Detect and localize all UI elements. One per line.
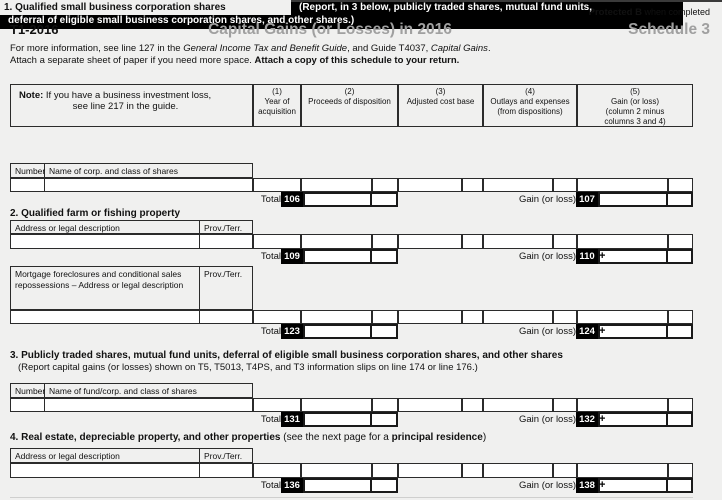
s2-total-row: [10, 249, 693, 264]
s1-acb-cents-cell[interactable]: [462, 178, 483, 192]
s3-header-name: Name of fund/corp. and class of shares: [45, 383, 253, 398]
s4-amount-row: [253, 463, 693, 478]
s2-total-label: Total: [260, 251, 281, 262]
note-line-1: [19, 90, 252, 101]
s1-year-cell[interactable]: [253, 178, 301, 192]
s3-header-number: Number: [10, 383, 45, 398]
s2-gain-cents-cell[interactable]: [668, 234, 693, 249]
col-header-proceeds: (2) Proceeds of disposition: [301, 84, 398, 127]
intro-attach-bold: Attach a copy of this schedule to your return.: [254, 55, 460, 66]
s1-gain-total-cents-cell[interactable]: [668, 192, 693, 207]
s2b-line-124-box: 124: [576, 324, 598, 339]
s4-title-end: ): [482, 432, 487, 443]
s4-proceeds-cents-cell[interactable]: [372, 463, 398, 478]
s1-gain-total-dollars-cell[interactable]: [598, 192, 668, 207]
section1-banner-text-1: (Report, in 3 below, publicly traded shares, mutual fund units,: [299, 2, 592, 13]
s2b-line-123-box: 123: [281, 324, 303, 339]
s2b-header-prov: Prov./Terr.: [200, 266, 253, 310]
col-header-year: (1) Year of acquisition: [253, 84, 301, 127]
s3-total-row: [10, 412, 693, 427]
s3-proceeds-dollars-cell[interactable]: [301, 398, 372, 412]
s2b-outlays-cents-cell[interactable]: [553, 310, 577, 324]
s2-acb-dollars-cell[interactable]: [398, 234, 462, 249]
protected-b-bold: Protected B: [588, 7, 642, 18]
intro-1c: , and Guide T4037,: [347, 43, 431, 54]
intro-1e: .: [487, 43, 491, 54]
s2-outlays-cents-cell[interactable]: [553, 234, 577, 249]
s2-line-109-box: 109: [281, 249, 303, 264]
s2b-outlays-dollars-cell[interactable]: [483, 310, 553, 324]
s1-outlays-dollars-cell[interactable]: [483, 178, 553, 192]
s2b-total-label: Total: [260, 326, 281, 337]
s2-proceeds-cents-cell[interactable]: [372, 234, 398, 249]
s1-line-106-box: 106: [281, 192, 303, 207]
s3-gain-cents-cell[interactable]: [668, 398, 693, 412]
intro-guide-title: General Income Tax and Benefit Guide: [183, 43, 348, 54]
s2b-amount-row: [253, 310, 693, 324]
s4-header-prov: Prov./Terr.: [200, 448, 253, 463]
s1-total-label: Total: [260, 194, 281, 205]
s2-line-110-box: 110: [576, 249, 598, 264]
s3-acb-dollars-cell[interactable]: [398, 398, 462, 412]
s1-proceeds-dollars-cell[interactable]: [301, 178, 372, 192]
intro-line-2: [10, 55, 459, 66]
s3-number-cell[interactable]: [10, 398, 45, 412]
s2b-gain-label: Gain (or loss): [518, 326, 576, 337]
s2-address-cell[interactable]: [10, 234, 200, 249]
s3-outlays-dollars-cell[interactable]: [483, 398, 553, 412]
form-code: T1-2016: [10, 22, 59, 37]
s4-gain-total-cents-cell[interactable]: [668, 478, 693, 493]
s1-acb-dollars-cell[interactable]: [398, 178, 462, 192]
s4-address-cell[interactable]: [10, 463, 200, 478]
col-header-gain: (5) Gain (or loss) (column 2 minus columns 3 and 4): [577, 84, 693, 127]
s2-header-prov: Prov./Terr.: [200, 220, 253, 234]
s4-header-address: Address or legal description: [10, 448, 200, 463]
s3-amount-row: [253, 398, 693, 412]
s2b-address-cell[interactable]: [10, 310, 200, 324]
s2-outlays-dollars-cell[interactable]: [483, 234, 553, 249]
col-header-outlays: (4) Outlays and expenses (from dispositions): [483, 84, 577, 127]
intro-2a: Attach a separate sheet of paper if you need more space.: [10, 55, 255, 66]
s1-gain-dollars-cell[interactable]: [577, 178, 668, 192]
s3-acb-cents-cell[interactable]: [462, 398, 483, 412]
next-section-edge: [10, 497, 693, 498]
s2-gain-total-cents-cell[interactable]: [668, 249, 693, 264]
s3-total-dollars-cell[interactable]: [303, 412, 372, 427]
s4-acb-cents-cell[interactable]: [462, 463, 483, 478]
s3-plus-sign: +: [599, 413, 606, 425]
intro-guide-title-2: Capital Gains: [430, 43, 488, 54]
note-text-2: see line 217 in the guide.: [72, 101, 179, 112]
s3-name-cell[interactable]: [45, 398, 253, 412]
s2b-gain-dollars-cell[interactable]: [577, 310, 668, 324]
s4-title-principal-residence: principal residence: [391, 432, 483, 443]
s1-gain-cents-cell[interactable]: [668, 178, 693, 192]
s4-prov-cell[interactable]: [200, 463, 253, 478]
note-text-1: If you have a business investment loss,: [43, 90, 212, 101]
s1-outlays-cents-cell[interactable]: [553, 178, 577, 192]
s2b-header-address: Mortgage foreclosures and conditional sales repossessions – Address or legal description: [10, 266, 200, 310]
s2-year-cell[interactable]: [253, 234, 301, 249]
s3-line-131-box: 131: [281, 412, 303, 427]
s4-title-mid: (see the next page for a: [280, 432, 392, 443]
s2b-total-dollars-cell[interactable]: [303, 324, 372, 339]
s1-name-cell[interactable]: [45, 178, 253, 192]
s4-line-138-box: 138: [576, 478, 598, 493]
s2-gain-dollars-cell[interactable]: [577, 234, 668, 249]
s1-line-107-box: 107: [576, 192, 598, 207]
s4-title-bold: 4. Real estate, depreciable property, and other properties: [10, 432, 281, 443]
s4-total-row: [10, 478, 693, 493]
section4-title: [10, 432, 486, 443]
s1-total-row: [10, 192, 693, 207]
s2b-year-cell[interactable]: [253, 310, 301, 324]
s2b-gain-cents-cell[interactable]: [668, 310, 693, 324]
s1-header-number: Number: [10, 163, 45, 178]
s2-plus-sign: +: [599, 250, 606, 262]
s3-gain-dollars-cell[interactable]: [577, 398, 668, 412]
s3-total-label: Total: [260, 414, 281, 425]
s1-amount-row: [253, 178, 693, 192]
s3-proceeds-cents-cell[interactable]: [372, 398, 398, 412]
s4-total-label: Total: [260, 480, 281, 491]
s4-acb-dollars-cell[interactable]: [398, 463, 462, 478]
s2-gain-label: Gain (or loss): [518, 251, 576, 262]
s3-gain-total-cents-cell[interactable]: [668, 412, 693, 427]
section1-banner-text-2: deferral of eligible small business corporation shares, and other shares.): [8, 15, 355, 26]
protected-b-label: [589, 7, 710, 18]
s4-year-cell[interactable]: [253, 463, 301, 478]
s2-amount-row: [253, 234, 693, 249]
s2b-plus-sign: +: [599, 325, 606, 337]
schedule-number: Schedule 3: [628, 21, 710, 38]
note-box: [10, 84, 253, 127]
intro-1a: For more information, see line 127 in the: [10, 43, 184, 54]
s2b-prov-cell[interactable]: [200, 310, 253, 324]
s2b-acb-dollars-cell[interactable]: [398, 310, 462, 324]
s2b-acb-cents-cell[interactable]: [462, 310, 483, 324]
section3-title: 3. Publicly traded shares, mutual fund units, deferral of eligible small business corporation shares, and other shares: [10, 350, 563, 361]
s2-header-address: Address or legal description: [10, 220, 200, 234]
section3-subtitle: (Report capital gains (or losses) shown on T5, T5013, T4PS, and T3 information slips on line 174 or line 176.): [18, 362, 478, 373]
s4-gain-cents-cell[interactable]: [668, 463, 693, 478]
s4-plus-sign: +: [599, 479, 606, 491]
s2-prov-cell[interactable]: [200, 234, 253, 249]
intro-line-1: [10, 43, 491, 54]
section1-title: 1. Qualified small business corporation shares: [0, 0, 291, 15]
section2-title: 2. Qualified farm or fishing property: [10, 208, 181, 219]
s3-gain-label: Gain (or loss): [518, 414, 576, 425]
note-label: Note:: [19, 90, 44, 101]
s4-outlays-cents-cell[interactable]: [553, 463, 577, 478]
s4-line-136-box: 136: [281, 478, 303, 493]
page-title: Capital Gains (or Losses) in 2016: [208, 21, 452, 38]
s4-outlays-dollars-cell[interactable]: [483, 463, 553, 478]
s4-gain-dollars-cell[interactable]: [577, 463, 668, 478]
s2b-gain-total-cents-cell[interactable]: [668, 324, 693, 339]
s4-proceeds-dollars-cell[interactable]: [301, 463, 372, 478]
s2b-total-row: [10, 324, 693, 339]
s4-gain-label: Gain (or loss): [518, 480, 576, 491]
s1-proceeds-cents-cell[interactable]: [372, 178, 398, 192]
s3-year-cell[interactable]: [253, 398, 301, 412]
s1-number-cell[interactable]: [10, 178, 45, 192]
s1-gain-label: Gain (or loss): [518, 194, 576, 205]
s1-total-dollars-cell[interactable]: [303, 192, 372, 207]
protected-b-rest: when completed: [641, 7, 710, 17]
s3-line-132-box: 132: [576, 412, 598, 427]
s1-header-name: Name of corp. and class of shares: [45, 163, 253, 178]
col-header-acb: (3) Adjusted cost base: [398, 84, 483, 127]
s3-outlays-cents-cell[interactable]: [553, 398, 577, 412]
s2b-proceeds-cents-cell[interactable]: [372, 310, 398, 324]
s4-total-dollars-cell[interactable]: [303, 478, 372, 493]
s2-total-dollars-cell[interactable]: [303, 249, 372, 264]
s2b-proceeds-dollars-cell[interactable]: [301, 310, 372, 324]
s2-proceeds-dollars-cell[interactable]: [301, 234, 372, 249]
s2-acb-cents-cell[interactable]: [462, 234, 483, 249]
